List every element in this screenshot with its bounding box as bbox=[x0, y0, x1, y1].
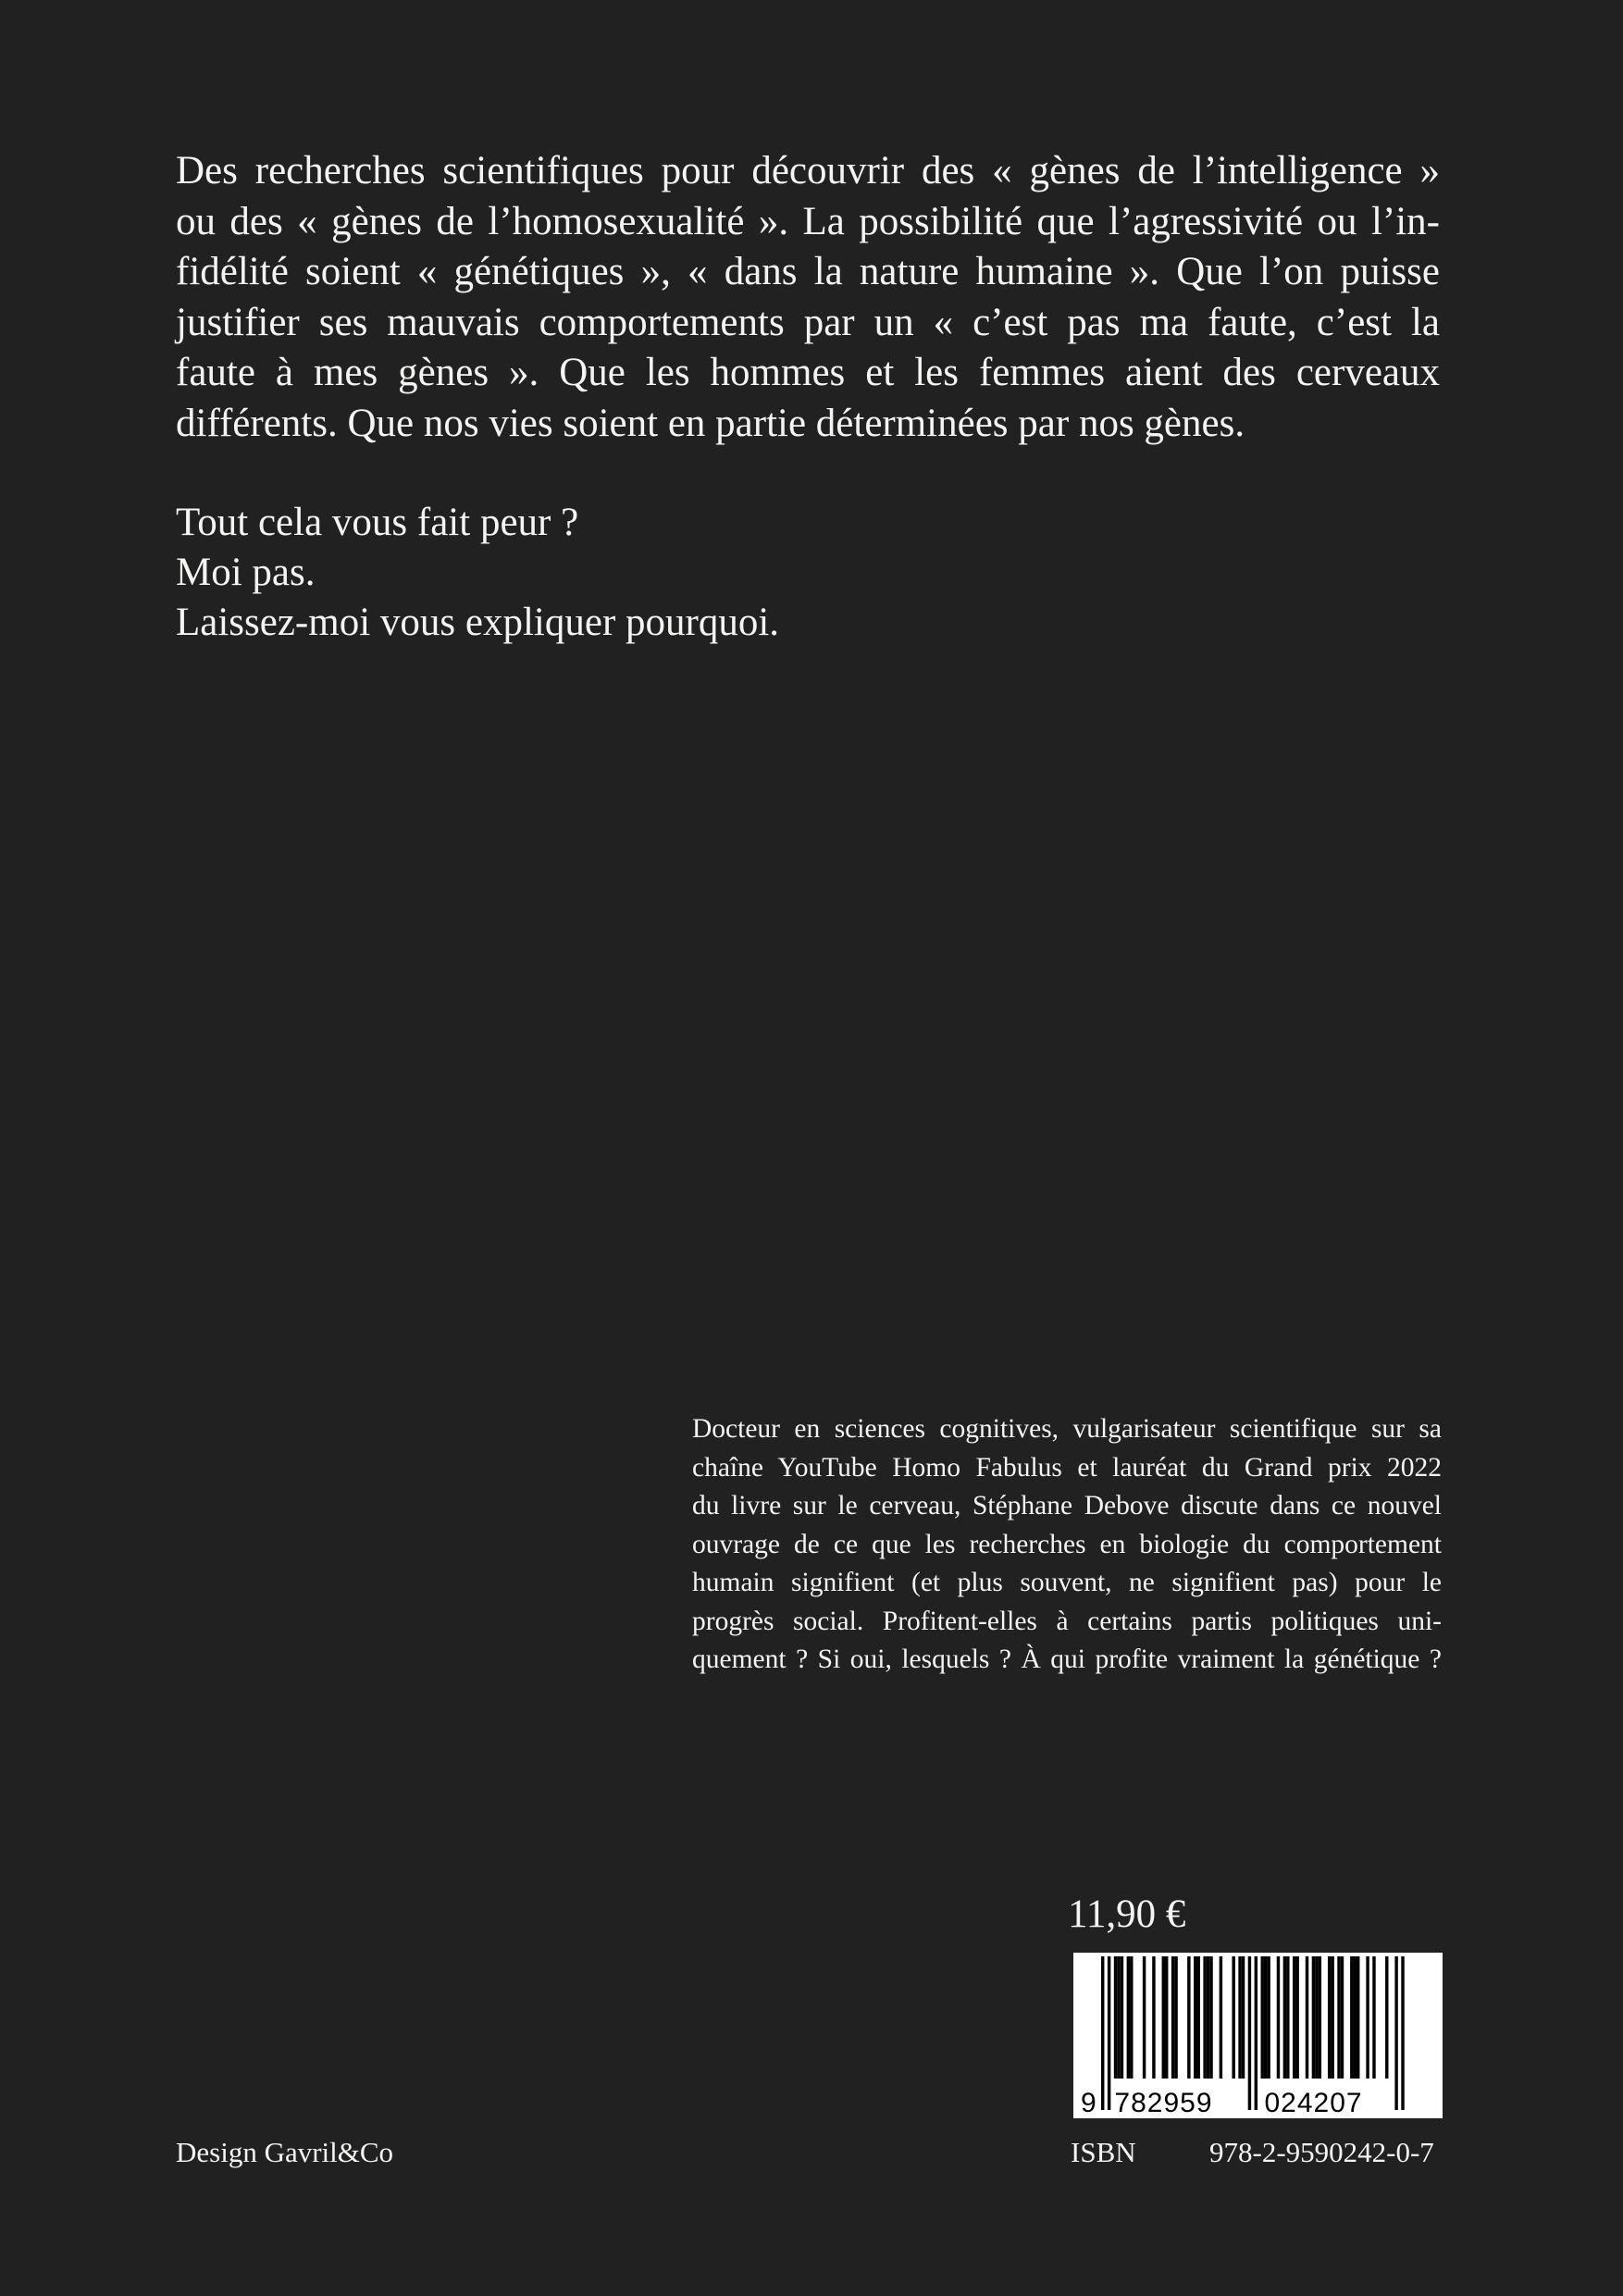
intro-line: faute à mes gènes ». Que les hommes et les femmes aient des cerveaux bbox=[176, 351, 1440, 394]
bio-line: quement ? Si oui, lesquels ? À qui profite vraiment la génétique ? bbox=[692, 1644, 1442, 1674]
barcode-bar bbox=[1337, 1956, 1340, 2079]
barcode-bar bbox=[1261, 1956, 1264, 2079]
barcode-bar bbox=[1248, 1956, 1251, 2110]
question-line-1: Tout cela vous fait peur ? bbox=[176, 501, 579, 544]
bio-line: Docteur en sciences cognitives, vulgarisateur scientifique sur sa bbox=[692, 1414, 1442, 1444]
barcode-bar bbox=[1174, 1956, 1177, 2079]
barcode-bar bbox=[1127, 1956, 1130, 2079]
barcode-bar bbox=[1209, 1956, 1212, 2079]
barcode-bar bbox=[1187, 1956, 1190, 2079]
barcode-left-digits: 782959 bbox=[1114, 2088, 1213, 2118]
barcode-bar bbox=[1143, 1956, 1146, 2079]
intro-line: différents. Que nos vies soient en partie déterminées par nos gènes. bbox=[176, 401, 1245, 445]
question-line-2: Moi pas. bbox=[176, 551, 316, 594]
design-credit: Design Gavril&Co bbox=[176, 2136, 394, 2168]
isbn-label: ISBN bbox=[1071, 2136, 1136, 2168]
barcode-first-digit: 9 bbox=[1081, 2088, 1096, 2118]
barcode-bar bbox=[1264, 1956, 1267, 2079]
intro-line: fidélité soient « génétiques », « dans la nature humaine ». Que l’on puisse bbox=[176, 250, 1440, 293]
question-line-3: Laissez-moi vous expliquer pourquoi. bbox=[176, 601, 780, 644]
barcode-bar bbox=[1283, 1956, 1286, 2079]
questions-block bbox=[176, 498, 779, 648]
barcode-bar bbox=[1350, 1956, 1353, 2079]
barcode-bar bbox=[1101, 1956, 1104, 2110]
isbn-number: 978-2-9590242-0-7 bbox=[1209, 2136, 1434, 2168]
intro-line: justifier ses mauvais comportements par un « c’est pas ma faute, c’est la bbox=[176, 300, 1440, 344]
price-label: 11,90 € bbox=[1068, 1893, 1186, 1936]
barcode-bar bbox=[1194, 1956, 1196, 2079]
barcode-bar bbox=[1108, 1956, 1110, 2110]
intro-paragraph bbox=[176, 146, 1440, 449]
author-bio bbox=[692, 1410, 1442, 1680]
barcode-bar bbox=[1293, 1956, 1295, 2079]
bio-line: chaîne YouTube Homo Fabulus et lauréat du Grand prix 2022 bbox=[692, 1452, 1442, 1483]
bio-line: ouvrage de ce que les recherches en biologie du comportement bbox=[692, 1529, 1442, 1559]
barcode-bar bbox=[1306, 1956, 1308, 2079]
barcode-bar bbox=[1121, 1956, 1123, 2079]
barcode-bar bbox=[1152, 1956, 1155, 2079]
barcode-bar bbox=[1220, 1956, 1222, 2079]
barcode-bar bbox=[1315, 1956, 1318, 2079]
intro-line: ou des « gènes de l’homosexualité ». La possibilité que l’agressivité ou l’in- bbox=[176, 199, 1440, 243]
barcode-bar bbox=[1267, 1956, 1270, 2079]
barcode-bar bbox=[1331, 1956, 1333, 2079]
barcode-bar bbox=[1328, 1956, 1331, 2079]
barcode-bar bbox=[1242, 1956, 1245, 2079]
barcode-bar bbox=[1277, 1956, 1280, 2079]
barcode-bar bbox=[1319, 1956, 1321, 2079]
barcode-bar bbox=[1114, 1956, 1117, 2079]
barcode-bar bbox=[1238, 1956, 1241, 2079]
barcode-bar bbox=[1171, 1956, 1174, 2079]
barcode-bar bbox=[1255, 1956, 1258, 2110]
barcode-right-digits: 024207 bbox=[1264, 2088, 1363, 2118]
barcode-bar bbox=[1197, 1956, 1200, 2079]
barcode-bar bbox=[1286, 1956, 1289, 2079]
barcode-bar bbox=[1354, 1956, 1357, 2079]
barcode-bar bbox=[1341, 1956, 1344, 2079]
barcode-bar bbox=[1117, 1956, 1120, 2079]
intro-line: Des recherches scientifiques pour découvrir des « gènes de l’intelligence » bbox=[176, 149, 1440, 192]
barcode-bar bbox=[1295, 1956, 1298, 2079]
isbn-barcode bbox=[1073, 1953, 1443, 2118]
barcode-bar bbox=[1207, 1956, 1209, 2079]
barcode-bar bbox=[1232, 1956, 1234, 2079]
barcode-graphic bbox=[1073, 1953, 1443, 2118]
bio-line: du livre sur le cerveau, Stéphane Debove discute dans ce nouvel bbox=[692, 1491, 1442, 1520]
barcode-bar bbox=[1203, 1956, 1206, 2079]
bio-line: progrès social. Profitent-elles à certains partis politiques uni- bbox=[692, 1606, 1442, 1636]
barcode-bar bbox=[1357, 1956, 1359, 2079]
barcode-bar bbox=[1162, 1956, 1165, 2079]
barcode-bar bbox=[1165, 1956, 1168, 2079]
barcode-bar bbox=[1366, 1956, 1369, 2079]
barcode-bar bbox=[1312, 1956, 1315, 2079]
barcode-bar bbox=[1394, 1956, 1397, 2110]
barcode-bar bbox=[1372, 1956, 1375, 2079]
barcode-bar bbox=[1401, 1956, 1404, 2110]
barcode-bar bbox=[1130, 1956, 1133, 2079]
barcode-bar bbox=[1385, 1956, 1388, 2079]
bio-line: humain signifient (et plus souvent, ne signifient pas) pour le bbox=[692, 1568, 1442, 1597]
